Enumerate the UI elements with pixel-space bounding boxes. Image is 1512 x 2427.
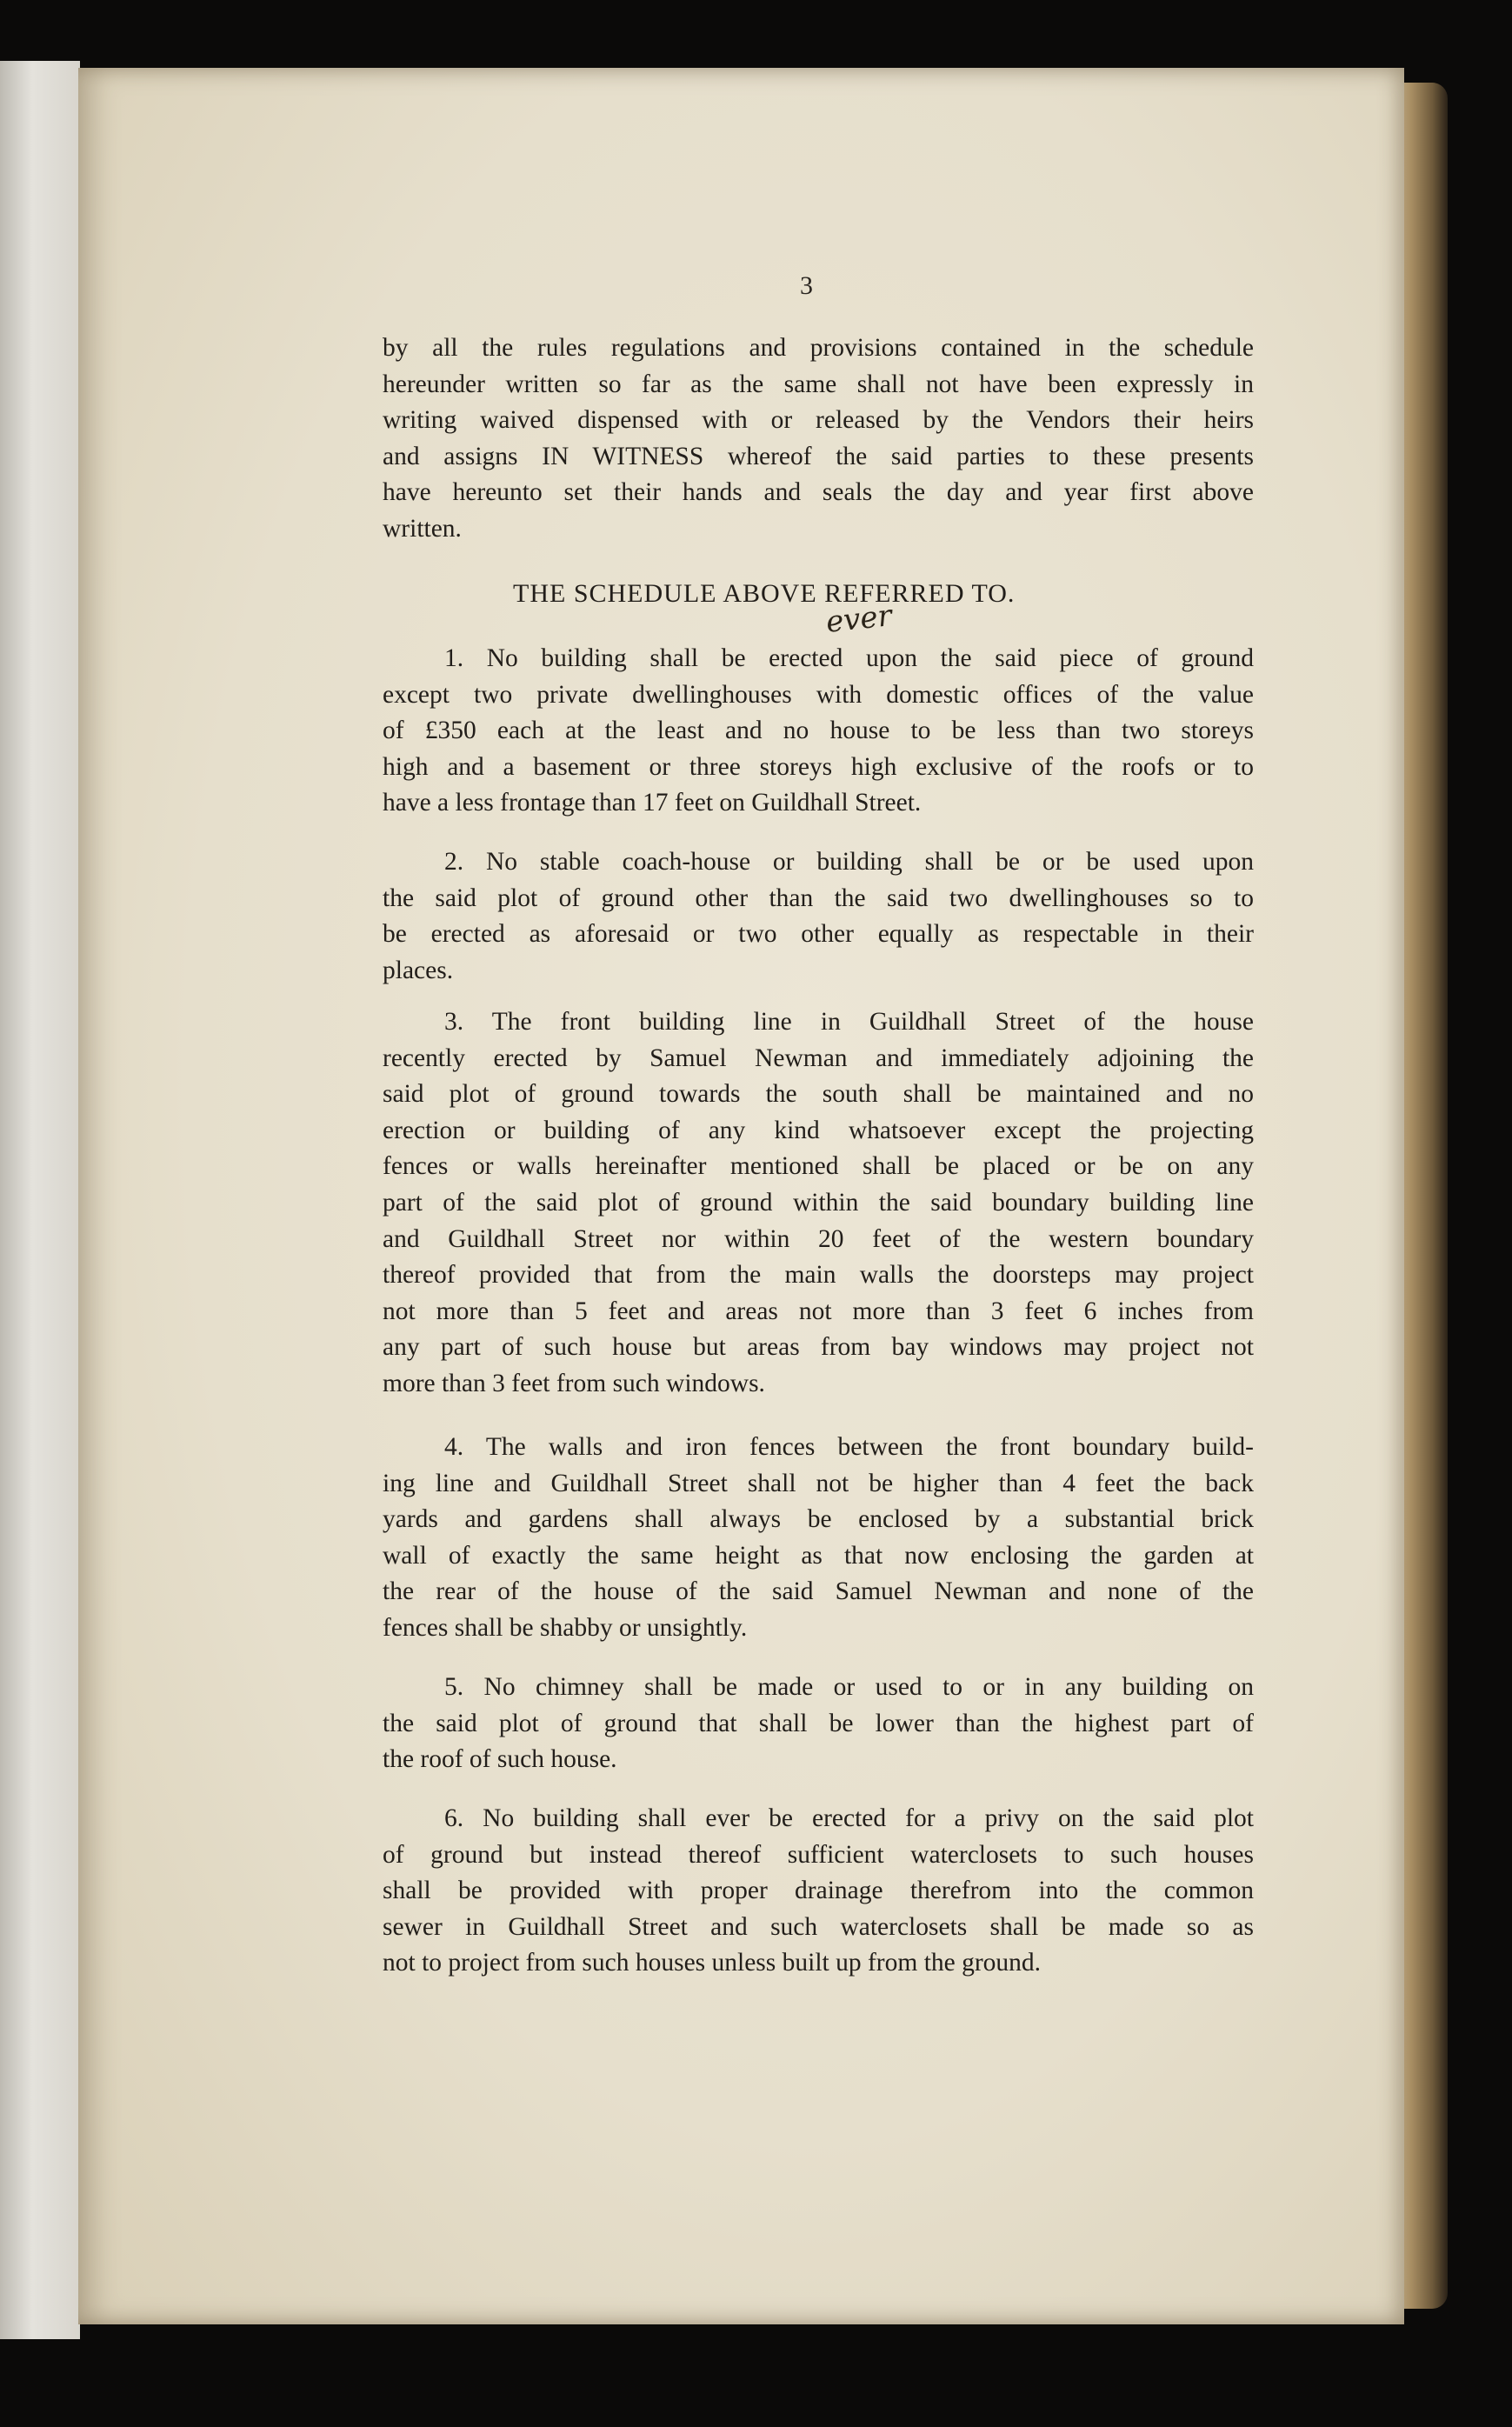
text-line: 1. No building shall be erected upon the said piece of ground	[444, 644, 1254, 672]
text-line: the said plot of ground other than the said two dwellinghouses so to	[383, 883, 1254, 912]
text-line: of £350 each at the least and no house to be less than two storeys	[383, 717, 1254, 745]
text-line: sewer in Guildhall Street and such waterclosets shall be made so as	[383, 1912, 1254, 1941]
text-line: and assigns IN WITNESS whereof the said parties to these presents	[383, 442, 1254, 470]
text-line: except two private dwellinghouses with domestic offices of the value	[383, 680, 1254, 709]
text-line: high and a basement or three storeys high exclusive of the roofs or to	[383, 752, 1254, 781]
text-line: 6. No building shall ever be erected for a privy on the said plot	[444, 1804, 1254, 1832]
text-line: by all the rules regulations and provisions contained in the schedule	[383, 334, 1254, 362]
text-line: the roof of such house.	[383, 1745, 617, 1774]
schedule-heading: THE SCHEDULE ABOVE REFERRED TO.	[513, 579, 1016, 608]
text-line: any part of such house but areas from bay windows may project not	[383, 1333, 1254, 1362]
text-line: fences shall be shabby or unsightly.	[383, 1613, 748, 1642]
text-line: have hereunto set their hands and seals the day and year first above	[383, 478, 1254, 507]
text-line: ing line and Guildhall Street shall not be higher than 4 feet the back	[383, 1469, 1254, 1497]
text-line: thereof provided that from the main walls the doorsteps may project	[383, 1261, 1254, 1290]
text-line: be erected as aforesaid or two other equally as respectable in their	[383, 920, 1254, 949]
text-line: fences or walls hereinafter mentioned shall be placed or be on any	[383, 1152, 1254, 1181]
clause-2	[383, 844, 1254, 989]
page-number: 3	[800, 271, 813, 300]
text-line: wall of exactly the same height as that now enclosing the garden at	[383, 1541, 1254, 1570]
text-line: hereunder written so far as the same shall not have been expressly in	[383, 370, 1254, 398]
text-line: shall be provided with proper drainage therefrom into the common	[383, 1877, 1254, 1905]
intro-paragraph	[383, 330, 1254, 548]
text-line: not more than 5 feet and areas not more than 3 feet 6 inches from	[383, 1297, 1254, 1325]
text-line: written.	[383, 514, 462, 543]
facing-page-edge	[0, 61, 80, 2339]
text-line: 3. The front building line in Guildhall Street of the house	[444, 1008, 1254, 1036]
text-line: of ground but instead thereof sufficient waterclosets to such houses	[383, 1840, 1254, 1869]
text-line: and Guildhall Street nor within 20 feet of the western boundary	[383, 1224, 1254, 1253]
clause-4	[383, 1430, 1254, 1647]
text-line: 4. The walls and iron fences between the front boundary build-	[444, 1433, 1254, 1461]
text-line: erection or building of any kind whatsoever except the projecting	[383, 1116, 1254, 1144]
text-line: yards and gardens shall always be enclosed by a substantial brick	[383, 1505, 1254, 1534]
text-line: more than 3 feet from such windows.	[383, 1369, 765, 1397]
text-line: recently erected by Samuel Newman and immediately adjoining the	[383, 1043, 1254, 1072]
text-line: places.	[383, 956, 454, 984]
clause-1	[383, 641, 1254, 822]
text-line: said plot of ground towards the south shall be maintained and no	[383, 1080, 1254, 1109]
text-line: writing waived dispensed with or released by the Vendors their heirs	[383, 406, 1254, 435]
text-line: 5. No chimney shall be made or used to or in any building on	[444, 1673, 1254, 1701]
handwritten-annotation: ever	[824, 598, 894, 640]
clause-3	[383, 1004, 1254, 1403]
text-line: not to project from such houses unless built up from the ground.	[383, 1949, 1042, 1977]
text-line: have a less frontage than 17 feet on Guildhall Street.	[383, 789, 922, 817]
text-line: the said plot of ground that shall be lower than the highest part of	[383, 1709, 1254, 1737]
clause-5	[383, 1670, 1254, 1778]
text-line: part of the said plot of ground within the said boundary building line	[383, 1188, 1254, 1217]
text-line: the rear of the house of the said Samuel Newman and none of the	[383, 1577, 1254, 1606]
clause-6	[383, 1801, 1254, 1982]
text-line: 2. No stable coach-house or building shall be or be used upon	[444, 848, 1254, 876]
